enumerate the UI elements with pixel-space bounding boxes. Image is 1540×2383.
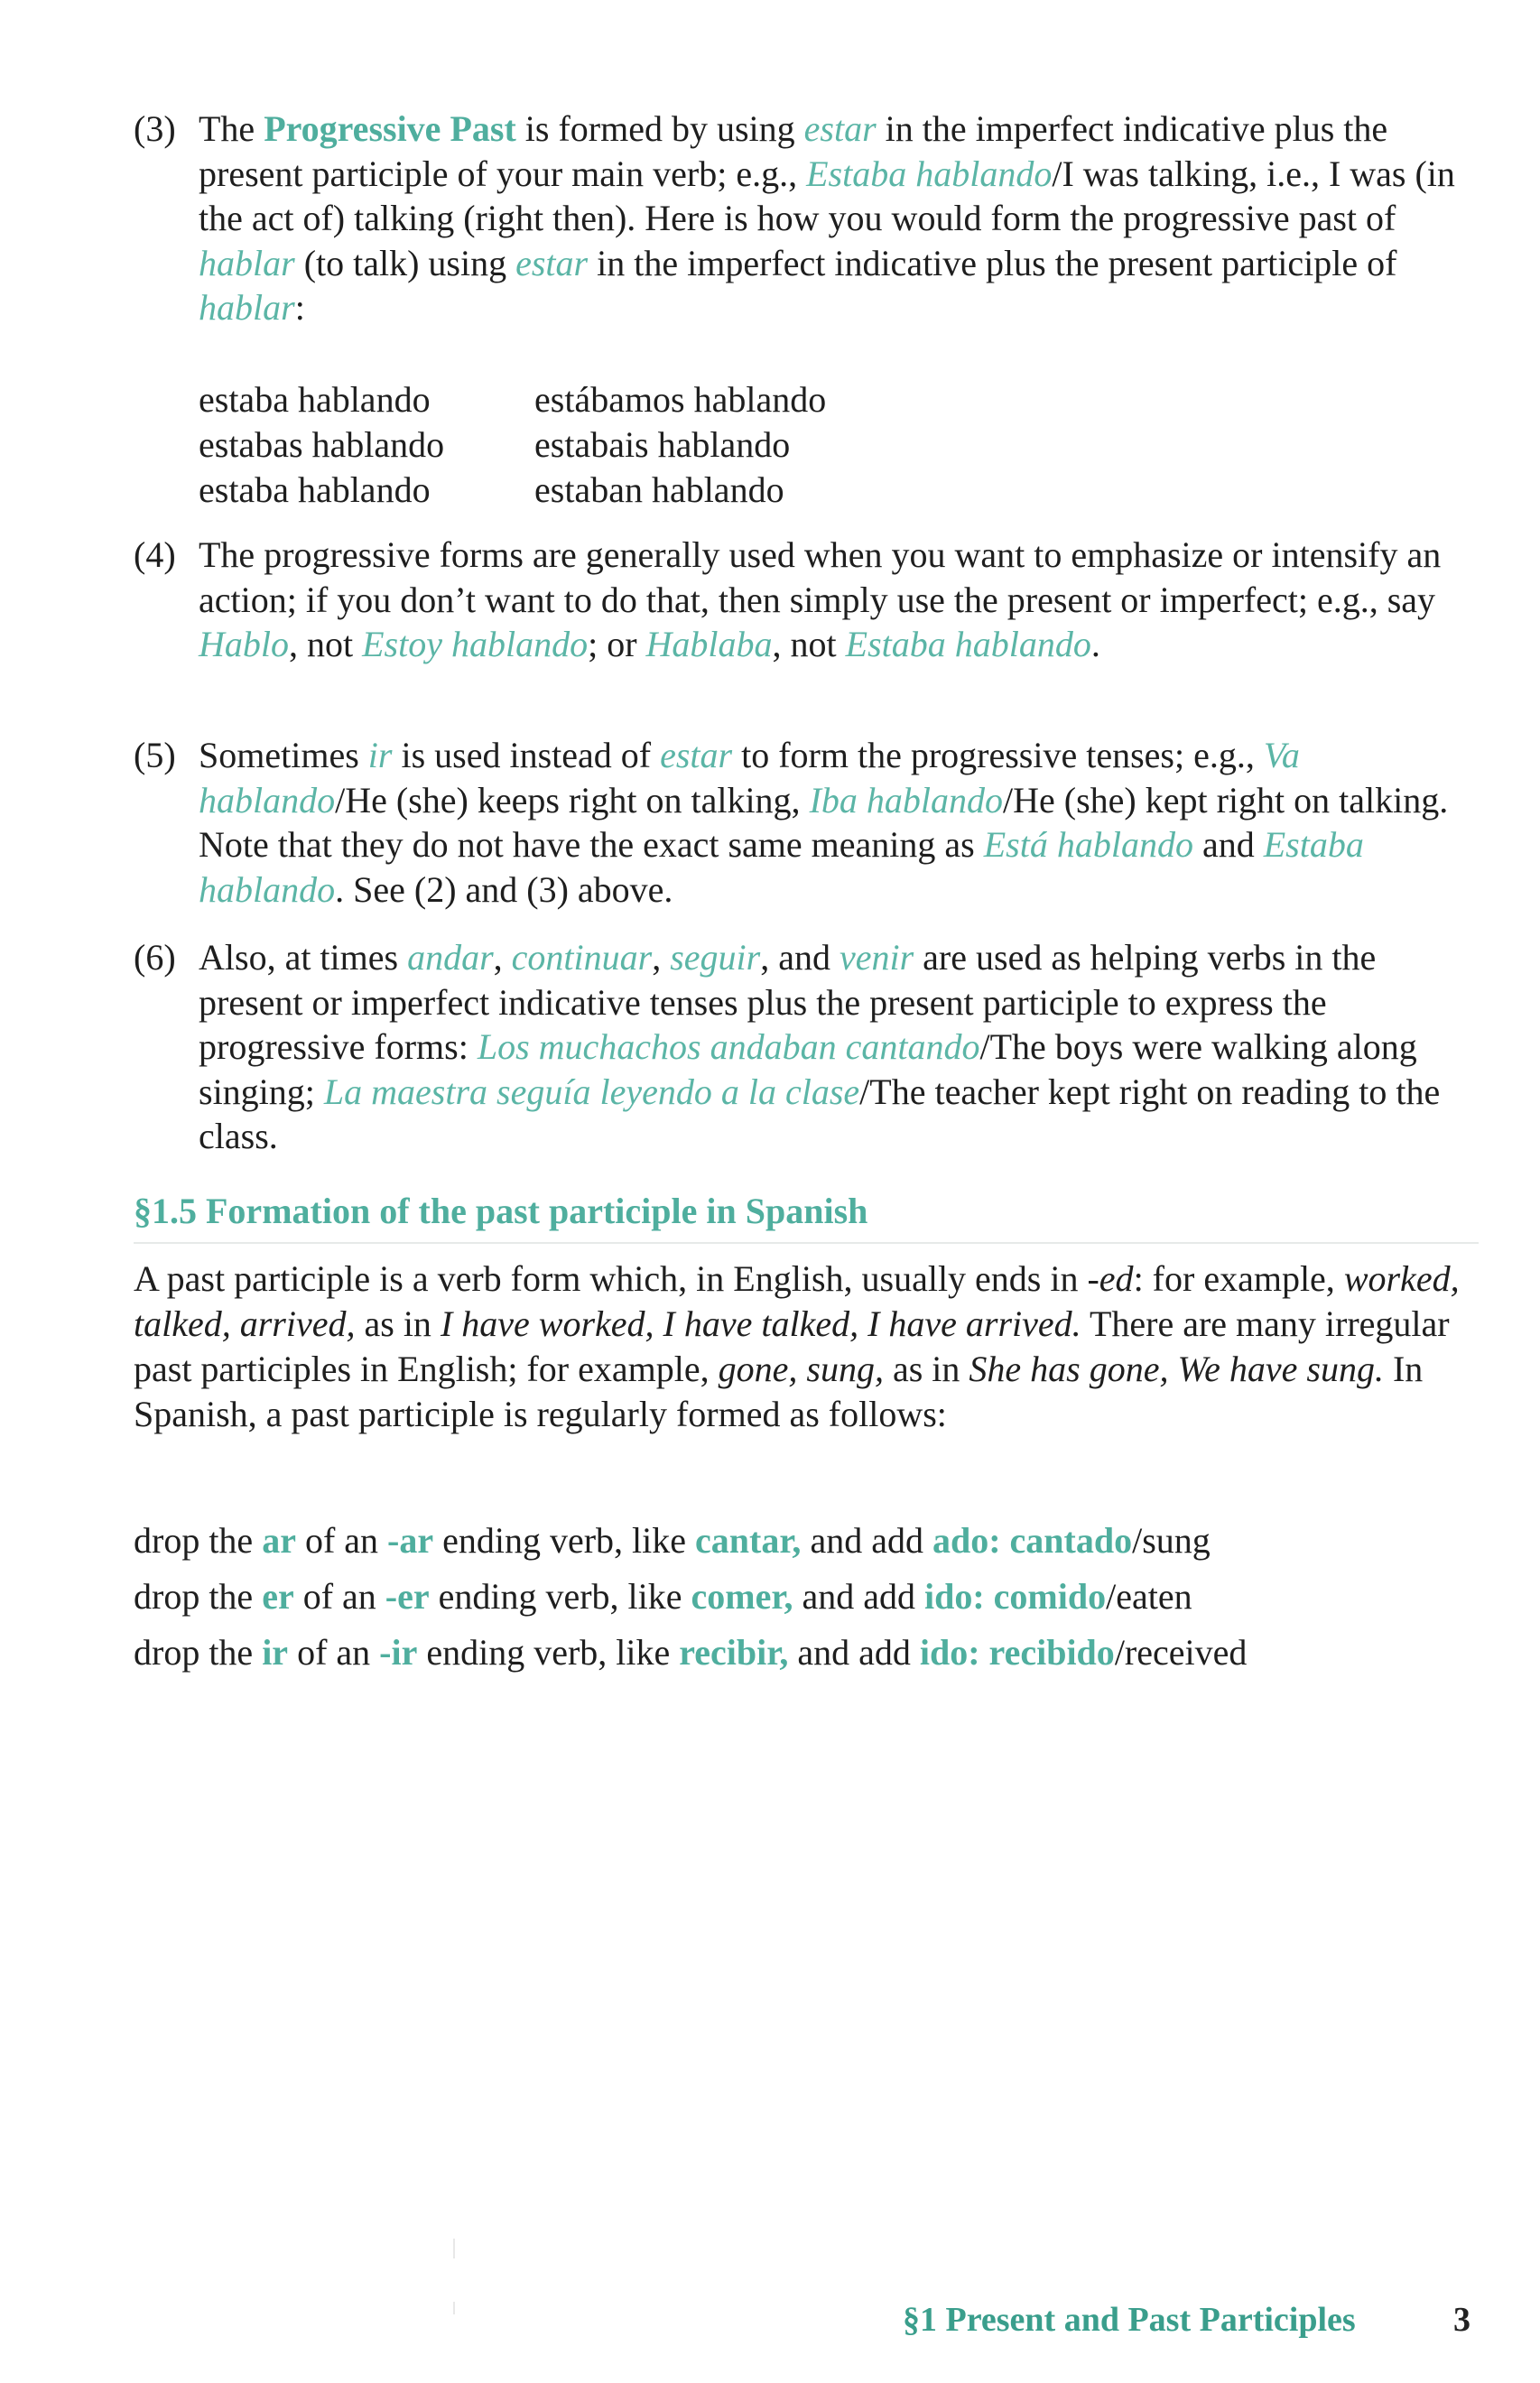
conjugation-row: [199, 377, 826, 422]
conjugation-plural: estábamos hablando: [534, 379, 827, 420]
spanish-term: seguir: [670, 937, 761, 978]
spanish-example: Estoy hablando: [362, 624, 589, 664]
conjugation-row: [199, 468, 826, 513]
spanish-example: La maestra seguía leyendo a la clase: [323, 1071, 860, 1112]
item-number: (4): [134, 534, 176, 575]
text: The progressive forms are generally used when you want to emphasize or intensify an action; if you don’t want to do that, then simply use the present or imperfect; e.g., say: [199, 534, 1442, 620]
conjugation-plural: estaban hablando: [534, 469, 784, 510]
text: of an: [295, 1520, 388, 1561]
example-verb: cantar,: [695, 1520, 802, 1561]
scan-artifact: [453, 2302, 455, 2314]
meaning: /sung: [1132, 1520, 1211, 1561]
text: /He (she) kept right on talking. Note that they do not have the exact same meaning as: [199, 779, 1449, 865]
meaning: /eaten: [1106, 1576, 1192, 1617]
spanish-example: Hablo: [199, 624, 289, 664]
verb-type: -er: [385, 1576, 430, 1617]
text: ending verb, like: [417, 1632, 680, 1673]
spanish-term: venir: [839, 937, 914, 978]
ending: er: [262, 1576, 294, 1617]
item-text: [199, 533, 1479, 667]
text: . See (2) and (3) above.: [335, 868, 673, 910]
text: is used instead of: [392, 735, 661, 775]
scan-artifact: [453, 2239, 455, 2258]
text: drop the: [134, 1632, 263, 1673]
italic-text: -ed: [1087, 1258, 1134, 1299]
item-number: (3): [134, 108, 176, 149]
text: A past participle is a verb form which, in English, usually ends in: [134, 1258, 1088, 1299]
spanish-example: Hablaba: [645, 624, 773, 664]
text: (to talk) using: [294, 242, 516, 283]
item-text: [199, 935, 1479, 1159]
spanish-term: andar: [407, 937, 494, 978]
spanish-example: Estaba hablando: [806, 153, 1053, 194]
formation-rules: [134, 1513, 1479, 1681]
spanish-term: hablar: [199, 287, 295, 328]
formation-rule-er: [134, 1569, 1479, 1625]
list-item-3: [134, 107, 1479, 330]
suffix: ido:: [923, 1576, 985, 1617]
text: : for example,: [1133, 1258, 1344, 1299]
text: ending verb, like: [429, 1576, 691, 1617]
spanish-example: Los muchachos andaban cantando: [477, 1026, 980, 1067]
text: of an: [288, 1632, 380, 1673]
text: The: [199, 108, 264, 149]
page-number: 3: [1453, 2301, 1470, 2339]
formation-rule-ir: [134, 1625, 1479, 1681]
conjugation-singular: estaba hablando: [199, 379, 431, 420]
meaning: /received: [1114, 1632, 1248, 1673]
spanish-example: Estaba hablando: [845, 624, 1091, 664]
spanish-term: estar: [660, 735, 733, 775]
text: and: [1192, 824, 1264, 865]
text: and add: [788, 1632, 920, 1673]
conjugation-plural: estabais hablando: [534, 424, 791, 465]
spanish-term: hablar: [199, 242, 295, 283]
list-item-5: [134, 733, 1479, 912]
text: /He (she) keeps right on talking,: [335, 779, 810, 821]
text: and add: [801, 1520, 932, 1561]
suffix: ado:: [932, 1520, 1001, 1561]
ending: ir: [262, 1632, 289, 1673]
spanish-term: ir: [367, 735, 393, 775]
text: are used as helping verbs in the present or imperfect indicative tenses plus the present participle to express the progressive forms:: [199, 937, 1377, 1067]
text: ending verb, like: [433, 1520, 696, 1561]
text: drop the: [134, 1576, 263, 1617]
example-verb: comer,: [691, 1576, 793, 1617]
participle: cantado: [1009, 1520, 1133, 1561]
text: /The teacher kept right on reading to the class.: [199, 1071, 1441, 1156]
list-item-6: [134, 935, 1479, 1159]
italic-text: worked, talked, arrived,: [134, 1258, 1460, 1344]
verb-type: -ar: [387, 1520, 434, 1561]
participle: recibido: [988, 1632, 1115, 1673]
verb-type: -ir: [379, 1632, 418, 1673]
spanish-term: continuar: [511, 937, 653, 978]
text: There are many irregular past participles in English; for example,: [134, 1303, 1450, 1389]
running-title: §1 Present and Past Participles: [903, 2301, 1356, 2339]
conjugation-table: [199, 377, 826, 513]
text: as in: [355, 1303, 441, 1344]
heading-rule: [134, 1242, 1479, 1244]
formation-rule-ar: [134, 1513, 1479, 1569]
text: to form the progressive tenses; e.g.,: [732, 735, 1264, 775]
text: , and: [760, 937, 840, 978]
text: :: [294, 287, 305, 328]
item-number: (6): [134, 937, 176, 978]
intro-paragraph: [134, 1256, 1479, 1437]
text: /I was talking, i.e., I was (in the act of) talking (right then). Here is how you would form the progressive past of: [199, 153, 1455, 238]
item-text: [199, 107, 1479, 330]
item-number: (5): [134, 735, 176, 775]
participle: comido: [993, 1576, 1107, 1617]
spanish-example: Estaba hablando: [199, 824, 1364, 910]
text: .: [1090, 624, 1100, 664]
text: , not: [772, 624, 846, 664]
text: Sometimes: [199, 735, 368, 775]
text: as in: [883, 1349, 969, 1389]
text: In Spanish, a past participle is regularly formed as follows:: [134, 1349, 1424, 1434]
text: is formed by using: [515, 108, 804, 149]
spanish-term: estar: [803, 108, 877, 149]
text: ,: [493, 937, 512, 978]
text: ; or: [588, 624, 646, 664]
ending: ar: [262, 1520, 296, 1561]
spanish-term: estar: [515, 242, 589, 283]
text: /The boys were walking along singing;: [199, 1026, 1417, 1112]
text: in the imperfect indicative plus the present participle of your main verb; e.g.,: [199, 108, 1388, 194]
text: of an: [293, 1576, 385, 1617]
text: Also, at times: [199, 937, 408, 978]
term-progressive-past: Progressive Past: [264, 108, 516, 149]
text: drop the: [134, 1520, 263, 1561]
text: , not: [289, 624, 363, 664]
italic-text: gone, sung,: [718, 1349, 884, 1389]
suffix: ido:: [919, 1632, 980, 1673]
section-heading: §1.5 Formation of the past participle in Spanish: [134, 1191, 868, 1231]
example-verb: recibir,: [679, 1632, 789, 1673]
italic-text: She has gone, We have sung.: [969, 1349, 1384, 1389]
text: in the imperfect indicative plus the present participle of: [588, 242, 1397, 283]
conjugation-singular: estaba hablando: [199, 469, 431, 510]
list-item-4: [134, 533, 1479, 667]
spanish-example: Está hablando: [983, 824, 1193, 865]
item-text: [199, 733, 1479, 912]
spanish-example: Va hablando: [199, 735, 1300, 821]
spanish-example: Iba hablando: [809, 779, 1003, 821]
text: ,: [652, 937, 671, 978]
conjugation-singular: estabas hablando: [199, 424, 445, 465]
conjugation-row: [199, 422, 826, 468]
text: and add: [793, 1576, 924, 1617]
italic-text: I have worked, I have talked, I have arrived.: [440, 1303, 1081, 1344]
